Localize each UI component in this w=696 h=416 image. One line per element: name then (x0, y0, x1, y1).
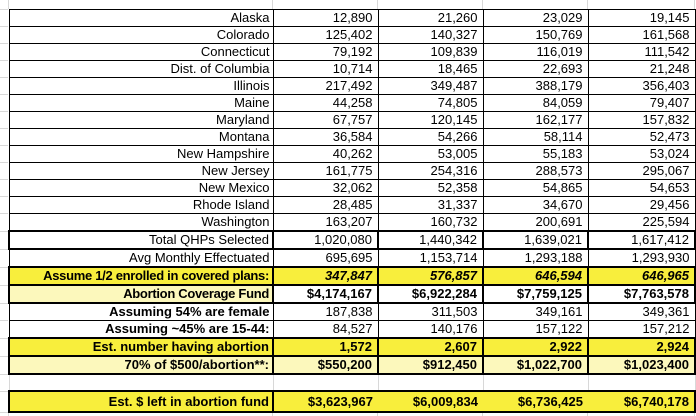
gridline-segment (0, 196, 8, 197)
gridline-segment (0, 26, 8, 27)
value-cell[interactable]: 388,179 (483, 78, 588, 95)
value-cell[interactable]: 18,465 (378, 61, 483, 78)
value-cell[interactable]: $6,009,834 (378, 391, 483, 412)
value-cell[interactable]: 28,485 (273, 197, 378, 214)
value-cell[interactable]: $6,736,425 (483, 391, 588, 412)
value-cell[interactable]: 347,847 (273, 267, 378, 285)
row-label-cell[interactable]: Connecticut (9, 44, 273, 61)
table-row (9, 180, 695, 197)
value-cell[interactable]: 54,865 (483, 180, 588, 197)
gridline-segment (0, 94, 8, 95)
value-cell[interactable]: 54,266 (378, 129, 483, 146)
gridline-segment (0, 356, 8, 357)
value-cell[interactable]: 157,122 (483, 321, 588, 339)
gridline-segment (0, 412, 8, 413)
table-row (9, 78, 695, 95)
value-cell[interactable]: 84,527 (273, 321, 378, 339)
table-row (9, 44, 695, 61)
row-label-cell[interactable]: Washington (9, 214, 273, 232)
value-cell[interactable]: 225,594 (588, 214, 695, 232)
table-row (9, 95, 695, 112)
value-cell[interactable]: $6,922,284 (378, 285, 483, 303)
table-row (9, 303, 695, 321)
value-cell[interactable]: 52,358 (378, 180, 483, 197)
table-row (9, 112, 695, 129)
table-row (9, 249, 695, 267)
table-row (9, 214, 695, 232)
value-cell[interactable]: 19,145 (588, 10, 695, 27)
value-cell[interactable]: $912,450 (378, 356, 483, 374)
table-row (9, 391, 695, 412)
value-cell[interactable]: $3,623,967 (273, 391, 378, 412)
gridline-segment (0, 162, 8, 163)
row-label-cell[interactable]: Maine (9, 95, 273, 112)
value-cell[interactable]: 1,639,021 (483, 231, 588, 249)
value-cell[interactable]: 1,572 (273, 338, 378, 356)
value-cell[interactable]: 157,832 (588, 112, 695, 129)
gridline-segment (0, 320, 8, 321)
value-cell[interactable]: 31,337 (378, 197, 483, 214)
row-label-cell[interactable]: Alaska (9, 10, 273, 27)
value-cell[interactable]: $7,759,125 (483, 285, 588, 303)
value-cell[interactable]: $550,200 (273, 356, 378, 374)
gridline-segment (587, 0, 588, 9)
gridline-segment (0, 60, 8, 61)
value-cell[interactable]: 10,714 (273, 61, 378, 78)
value-cell[interactable]: 1,440,342 (378, 231, 483, 249)
gridline-segment (0, 303, 8, 304)
value-cell[interactable]: 54,653 (588, 180, 695, 197)
value-cell[interactable]: 161,568 (588, 27, 695, 44)
value-cell[interactable]: 79,407 (588, 95, 695, 112)
gridline-segment (0, 179, 8, 180)
value-cell[interactable]: 254,316 (378, 163, 483, 180)
value-cell[interactable]: 2,924 (588, 338, 695, 356)
value-cell[interactable]: 1,293,188 (483, 249, 588, 267)
value-cell[interactable]: 125,402 (273, 27, 378, 44)
value-cell[interactable]: 1,617,412 (588, 231, 695, 249)
row-label-cell[interactable]: Est. number having abortion (9, 338, 273, 356)
value-cell[interactable]: 58,114 (483, 129, 588, 146)
value-cell[interactable] (483, 374, 588, 391)
table-row (9, 146, 695, 163)
value-cell[interactable]: 2,922 (483, 338, 588, 356)
data-table (8, 9, 696, 413)
table-body (9, 10, 695, 413)
table-row (9, 129, 695, 146)
table-row (9, 27, 695, 44)
value-cell[interactable]: 161,775 (273, 163, 378, 180)
value-cell[interactable]: 200,691 (483, 214, 588, 232)
value-cell[interactable]: 67,757 (273, 112, 378, 129)
spacer-row (9, 374, 695, 391)
value-cell[interactable]: 162,177 (483, 112, 588, 129)
gridline-segment (0, 128, 8, 129)
table-row (9, 231, 695, 249)
value-cell[interactable]: 140,327 (378, 27, 483, 44)
value-cell[interactable]: 44,258 (273, 95, 378, 112)
row-label-cell[interactable]: Assuming 54% are female (9, 303, 273, 321)
row-label-cell[interactable]: Total QHPs Selected (9, 231, 273, 249)
table-row (9, 163, 695, 180)
table-row (9, 267, 695, 285)
row-label-cell[interactable]: Rhode Island (9, 197, 273, 214)
gridline-segment (0, 213, 8, 214)
value-cell[interactable]: 79,192 (273, 44, 378, 61)
value-cell[interactable]: 34,670 (483, 197, 588, 214)
value-cell[interactable]: 74,805 (378, 95, 483, 112)
gridline-segment (0, 231, 8, 232)
gridline-segment (0, 77, 8, 78)
value-cell[interactable]: 40,262 (273, 146, 378, 163)
gridline-segment (272, 0, 273, 9)
gridline-segment (8, 0, 9, 9)
gridline-segment (0, 111, 8, 112)
row-label-cell[interactable]: Assume 1/2 enrolled in covered plans: (9, 267, 273, 285)
value-cell[interactable]: 1,020,080 (273, 231, 378, 249)
row-label-cell[interactable]: New Mexico (9, 180, 273, 197)
table-row (9, 61, 695, 78)
value-cell[interactable]: 36,584 (273, 129, 378, 146)
gridline-segment (0, 391, 8, 392)
row-label-cell[interactable] (9, 374, 273, 391)
value-cell[interactable]: 116,019 (483, 44, 588, 61)
value-cell[interactable]: 53,005 (378, 146, 483, 163)
value-cell[interactable]: 356,403 (588, 78, 695, 95)
row-label-cell[interactable]: Est. $ left in abortion fund (9, 391, 273, 412)
gridline-segment (0, 374, 8, 375)
value-cell[interactable]: 150,769 (483, 27, 588, 44)
value-cell[interactable]: 695,695 (273, 249, 378, 267)
gridline-segment (0, 285, 8, 286)
value-cell[interactable] (273, 374, 378, 391)
value-cell[interactable]: 157,212 (588, 321, 695, 339)
value-cell[interactable]: 349,161 (483, 303, 588, 321)
row-label-cell[interactable]: Montana (9, 129, 273, 146)
value-cell[interactable]: 21,248 (588, 61, 695, 78)
value-cell[interactable]: $1,023,400 (588, 356, 695, 374)
gridline-segment (0, 338, 8, 339)
row-label-cell[interactable]: Abortion Coverage Fund (9, 285, 273, 303)
row-label-cell[interactable]: New Jersey (9, 163, 273, 180)
gridline-segment (0, 249, 8, 250)
value-cell[interactable]: 22,693 (483, 61, 588, 78)
value-cell[interactable]: 163,207 (273, 214, 378, 232)
row-label-cell[interactable]: Assuming ~45% are 15-44: (9, 321, 273, 339)
gridline-segment (0, 267, 8, 268)
gridline-segment (694, 0, 695, 9)
value-cell[interactable] (588, 374, 695, 391)
value-cell[interactable]: 23,029 (483, 10, 588, 27)
value-cell[interactable]: 288,573 (483, 163, 588, 180)
value-cell[interactable] (378, 374, 483, 391)
value-cell[interactable]: 311,503 (378, 303, 483, 321)
value-cell[interactable]: $1,022,700 (483, 356, 588, 374)
value-cell[interactable]: 160,732 (378, 214, 483, 232)
value-cell[interactable]: $4,174,167 (273, 285, 378, 303)
value-cell[interactable]: 349,487 (378, 78, 483, 95)
gridline-segment (482, 0, 483, 9)
value-cell[interactable]: 111,542 (588, 44, 695, 61)
value-cell[interactable]: 576,857 (378, 267, 483, 285)
gridline-segment (0, 145, 8, 146)
gridline-segment (0, 43, 8, 44)
value-cell[interactable]: 84,059 (483, 95, 588, 112)
table-row (9, 338, 695, 356)
row-label-cell[interactable]: Maryland (9, 112, 273, 129)
row-label-cell[interactable]: Colorado (9, 27, 273, 44)
value-cell[interactable]: 52,473 (588, 129, 695, 146)
value-cell[interactable]: 187,838 (273, 303, 378, 321)
value-cell[interactable]: 21,260 (378, 10, 483, 27)
table-row (9, 10, 695, 27)
value-cell[interactable]: 12,890 (273, 10, 378, 27)
value-cell[interactable]: 32,062 (273, 180, 378, 197)
table-row (9, 285, 695, 303)
gridline-segment (377, 0, 378, 9)
value-cell[interactable]: 55,183 (483, 146, 588, 163)
row-label-cell[interactable]: 70% of $500/abortion**: (9, 356, 273, 374)
table-row (9, 321, 695, 339)
table-row (9, 197, 695, 214)
row-label-cell[interactable]: Dist. of Columbia (9, 61, 273, 78)
gridline-segment (0, 9, 8, 10)
value-cell[interactable]: 349,361 (588, 303, 695, 321)
value-cell[interactable]: 120,145 (378, 112, 483, 129)
value-cell[interactable]: 1,293,930 (588, 249, 695, 267)
value-cell[interactable]: 2,607 (378, 338, 483, 356)
row-label-cell[interactable]: Avg Monthly Effectuated (9, 249, 273, 267)
table-row (9, 356, 695, 374)
value-cell[interactable]: 29,456 (588, 197, 695, 214)
row-label-cell[interactable]: Illinois (9, 78, 273, 95)
row-label-cell[interactable]: New Hampshire (9, 146, 273, 163)
value-cell[interactable]: 295,067 (588, 163, 695, 180)
value-cell[interactable]: 1,153,714 (378, 249, 483, 267)
value-cell[interactable]: 646,965 (588, 267, 695, 285)
value-cell[interactable]: $7,763,578 (588, 285, 695, 303)
value-cell[interactable]: 646,594 (483, 267, 588, 285)
value-cell[interactable]: 140,176 (378, 321, 483, 339)
value-cell[interactable]: 53,024 (588, 146, 695, 163)
value-cell[interactable]: 217,492 (273, 78, 378, 95)
value-cell[interactable]: 109,839 (378, 44, 483, 61)
value-cell[interactable]: $6,740,178 (588, 391, 695, 412)
